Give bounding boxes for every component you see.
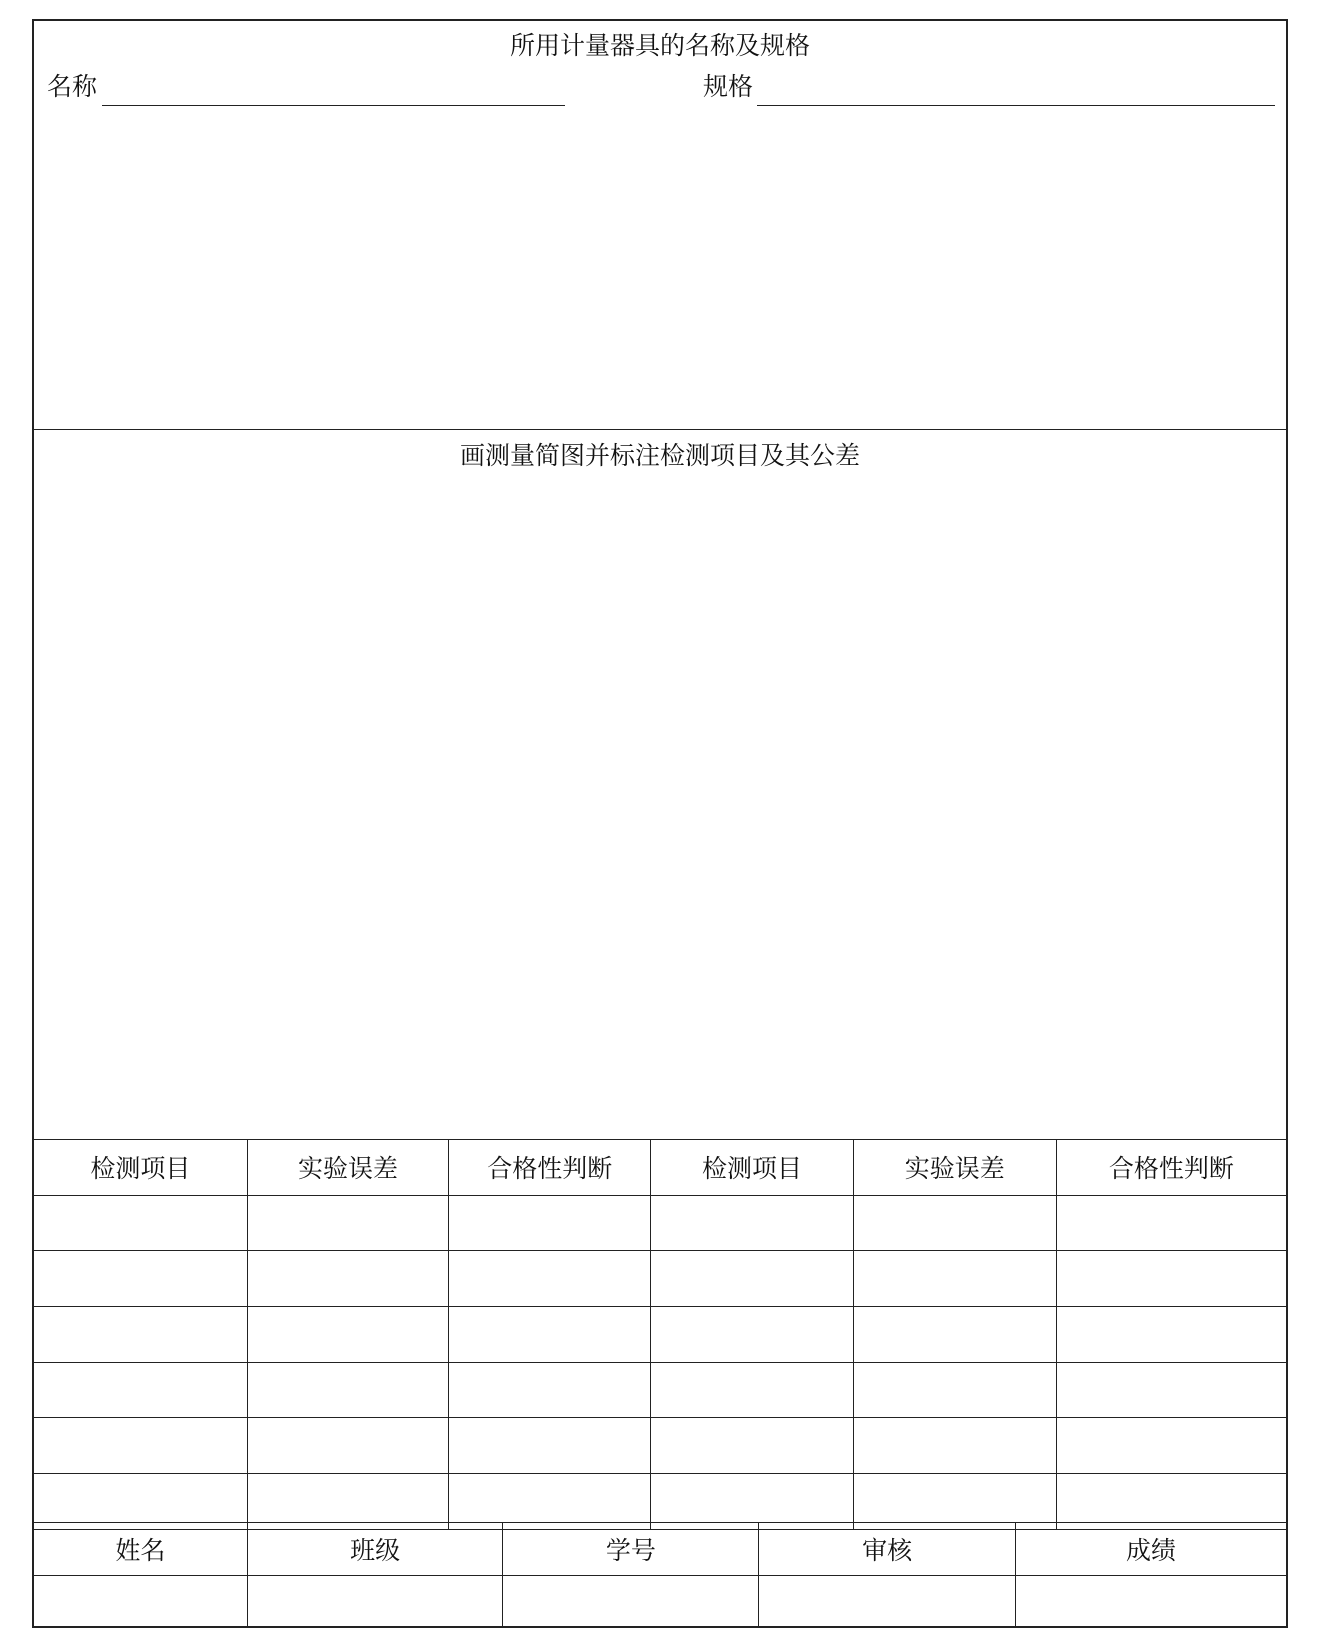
empty-cell (853, 1307, 1056, 1363)
table-row (34, 1474, 1286, 1530)
empty-cell (853, 1418, 1056, 1474)
empty-cell (247, 1195, 449, 1251)
instrument-section-title: 所用计量器具的名称及规格 (509, 31, 810, 60)
empty-cell (1056, 1195, 1286, 1251)
spec-blank-line (757, 105, 1275, 106)
sketch-section-title: 画测量简图并标注检测项目及其公差 (459, 441, 860, 470)
table-row (34, 1195, 1286, 1251)
table-row (34, 1418, 1286, 1474)
empty-cell (853, 1362, 1056, 1418)
empty-cell (247, 1307, 449, 1363)
empty-cell (651, 1251, 854, 1307)
empty-cell (247, 1418, 449, 1474)
student-info-table (34, 1522, 1286, 1628)
sketch-section (34, 430, 1286, 1139)
student-header-row (34, 1523, 1286, 1576)
empty-cell (759, 1576, 1016, 1629)
header-cell: 检测项目 (651, 1140, 854, 1196)
empty-cell (449, 1195, 651, 1251)
empty-cell (651, 1418, 854, 1474)
table-row (34, 1576, 1286, 1629)
empty-cell (651, 1307, 854, 1363)
empty-cell (503, 1576, 759, 1629)
empty-cell (853, 1474, 1056, 1530)
header-cell: 检测项目 (34, 1140, 247, 1196)
report-form (32, 19, 1288, 1628)
empty-cell (34, 1474, 247, 1530)
empty-cell (34, 1362, 247, 1418)
header-cell: 审核 (759, 1523, 1016, 1576)
empty-cell (853, 1251, 1056, 1307)
empty-cell (853, 1195, 1056, 1251)
results-header-row (34, 1140, 1286, 1196)
table-row (34, 1307, 1286, 1363)
empty-cell (449, 1474, 651, 1530)
empty-cell (247, 1251, 449, 1307)
empty-cell (1056, 1418, 1286, 1474)
empty-cell (34, 1418, 247, 1474)
name-blank-line (102, 105, 565, 106)
empty-cell (1016, 1576, 1286, 1629)
empty-cell (651, 1362, 854, 1418)
instrument-section (34, 21, 1286, 430)
empty-cell (247, 1576, 503, 1629)
header-cell: 合格性判断 (449, 1140, 651, 1196)
empty-cell (34, 1307, 247, 1363)
empty-cell (651, 1474, 854, 1530)
spec-label: 规格 (703, 72, 754, 101)
name-label: 名称 (47, 72, 98, 101)
header-cell: 实验误差 (853, 1140, 1056, 1196)
empty-cell (247, 1362, 449, 1418)
empty-cell (1056, 1307, 1286, 1363)
empty-cell (651, 1195, 854, 1251)
header-cell: 班级 (247, 1523, 503, 1576)
table-row (34, 1251, 1286, 1307)
empty-cell (449, 1418, 651, 1474)
table-row (34, 1362, 1286, 1418)
empty-cell (1056, 1474, 1286, 1530)
empty-cell (34, 1251, 247, 1307)
empty-cell (34, 1576, 247, 1629)
header-cell: 成绩 (1016, 1523, 1286, 1576)
results-table (34, 1139, 1286, 1530)
empty-cell (449, 1362, 651, 1418)
empty-cell (1056, 1362, 1286, 1418)
header-cell: 实验误差 (247, 1140, 449, 1196)
empty-cell (34, 1195, 247, 1251)
empty-cell (449, 1307, 651, 1363)
header-cell: 姓名 (34, 1523, 247, 1576)
header-cell: 合格性判断 (1056, 1140, 1286, 1196)
empty-cell (1056, 1251, 1286, 1307)
header-cell: 学号 (503, 1523, 759, 1576)
empty-cell (247, 1474, 449, 1530)
empty-cell (449, 1251, 651, 1307)
